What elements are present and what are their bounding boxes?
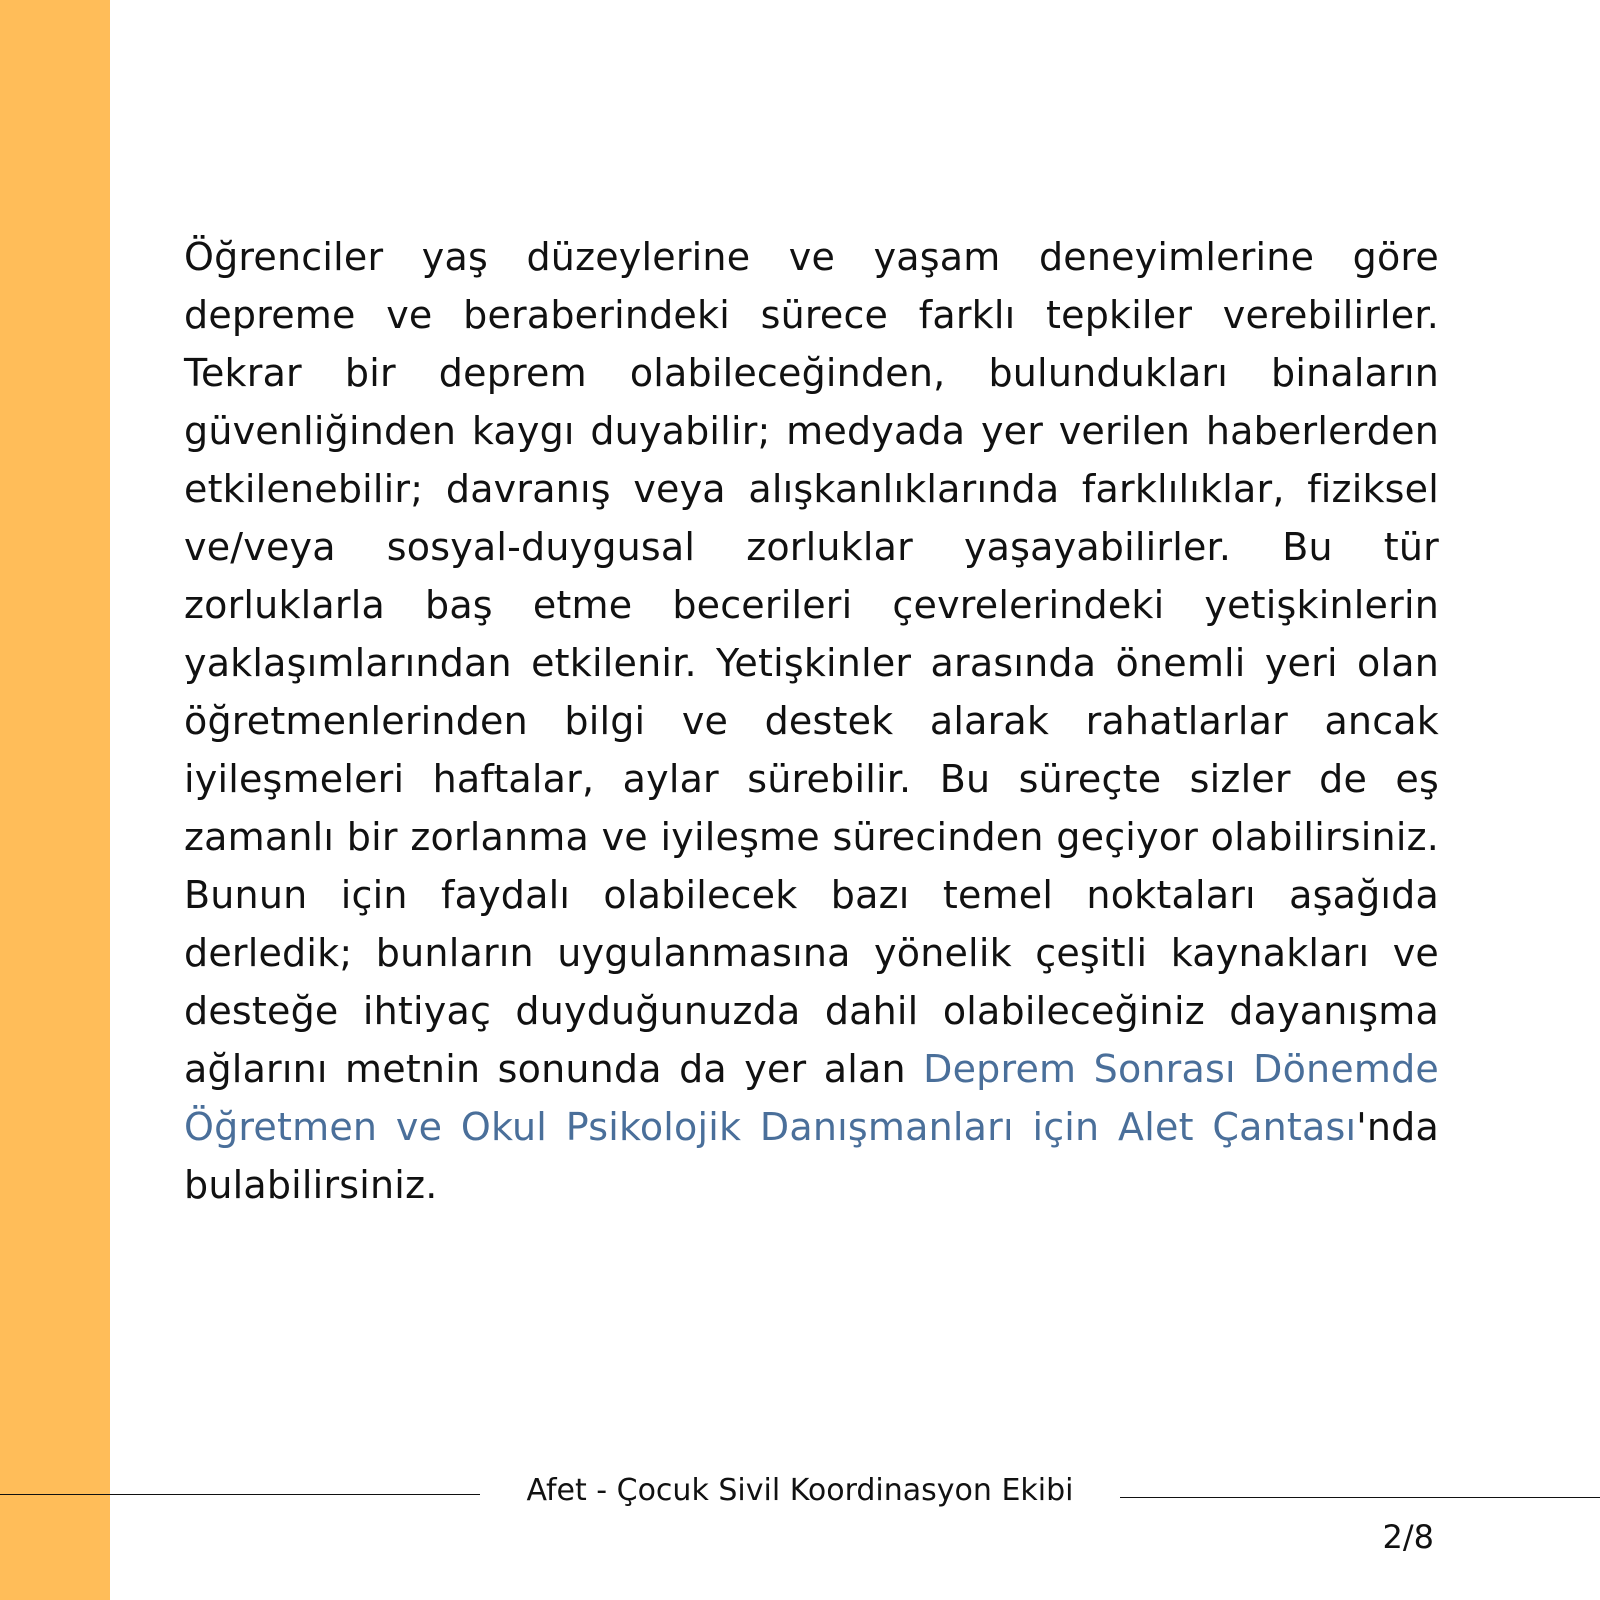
page-number: 2/8 (1382, 1518, 1434, 1556)
footer-divider-right (1120, 1497, 1600, 1498)
paragraph-main-text: Öğrenciler yaş düzeylerine ve yaşam deneyimlerine göre depreme ve beraberindeki sürece farklı tepkiler verebilirler. Tekrar bir deprem olabileceğinden, bulundukları binaların güvenliğinden kaygı duyabilir; medyada yer verilen haberlerden etkilenebilir; davranış veya alışkanlıklarında farklılıklar, fiziksel ve/veya sosyal-duygusal zorluklar yaşayabilirler. Bu tür zorluklarla baş etme becerileri çevrelerindeki yetişkinlerin yaklaşımlarından etkilenir. Yetişkinler arasında önemli yeri olan öğretmenlerinden bilgi ve destek alarak rahatlarlar ancak iyileşmeleri haftalar, aylar sürebilir. Bu süreçte sizler de eş zamanlı bir zorlanma ve iyileşme sürecinden geçiyor olabilirsiniz. Bunun için faydalı olabilecek bazı temel noktaları aşağıda derledik; bunların uygulanmasına yönelik çeşitli kaynakları ve desteğe ihtiyaç duyduğunuzda dahil olabileceğiniz dayanışma ağlarını metnin sonunda da yer alan (184, 235, 1439, 1091)
toolkit-link[interactable]: Deprem Sonrası Dönemde Öğretmen ve Okul Psikolojik Danışmanları için Alet Çantası (184, 1047, 1439, 1149)
accent-side-bar (0, 0, 110, 1600)
footer-organization: Afet - Çocuk Sivil Koordinasyon Ekibi (526, 1473, 1074, 1508)
body-paragraph (184, 228, 1439, 1214)
paragraph-suffix-text: 'nda bulabilirsiniz. (184, 1105, 1439, 1207)
footer-divider-left (0, 1494, 480, 1495)
